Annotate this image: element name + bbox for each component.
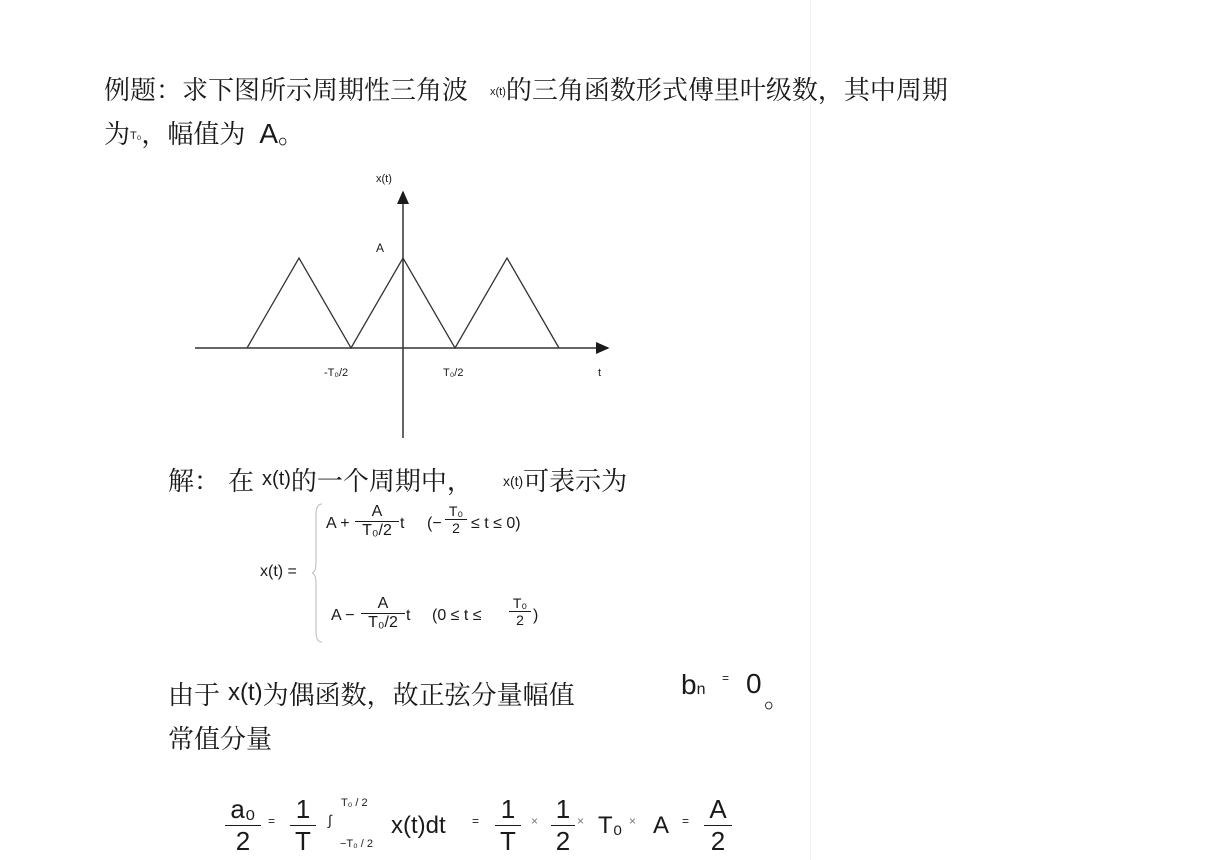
integrand: x(t)dt [391,812,446,839]
case2-A: A − [331,607,355,624]
piecewise-brace [310,500,326,646]
even-period: 。 [764,684,791,714]
solution-line [168,461,627,498]
int-upper: T₀ / 2 [341,797,368,809]
even-function-line [168,675,575,712]
case1-cond-a: (− [427,515,442,532]
solution-xt-small: x(t) [502,473,524,489]
case2-t: t [406,607,411,624]
bn-symbol [681,669,705,701]
t0-small: T₀ [130,130,142,142]
times-1: × [531,814,539,828]
times-3: × [629,814,637,828]
problem-period: 。 [278,120,305,150]
one-2: 1 [500,794,516,824]
problem-text-a: 例题：求下图所示周期性三角波 [104,76,469,106]
case2-cond-fraction [509,595,531,628]
times-2: × [577,814,585,828]
constant-label: 常值分量 [168,725,273,755]
A-over-two [704,794,732,857]
T0-symbol: T₀ [598,812,623,839]
problem-text-d: ，幅值为 [141,120,246,150]
case2-fraction [361,595,405,632]
case2-frac-den: T₀/2 [368,614,398,631]
case1-frac-num: A [371,503,383,520]
a0-eq2: = [472,814,480,828]
case2-cond-b: ) [533,607,539,624]
a0-eq1: = [268,814,276,828]
pos-half-period-label: T₀/2 [443,367,464,379]
piecewise-lhs: x(t) = [260,563,297,580]
case2-cond-num: T₀ [512,595,528,611]
problem-text-b: 的三角函数形式傅里叶级数，其中周期 [505,76,948,106]
T-1: T [295,826,311,856]
a0-num: a₀ [230,794,256,824]
one-over-two [551,794,575,857]
case2-cond-den: 2 [516,612,524,628]
solution-prefix: 解： [168,467,221,497]
y-axis-label: x(t) [376,173,392,185]
a0-eq3: = [682,814,690,828]
even-xt: x(t) [228,679,263,706]
amp-symbol: A [259,118,279,149]
triangle-wave-figure [190,170,620,445]
case2-frac-num: A [377,595,389,612]
case1-t: t [400,515,405,532]
case1-frac-den: T₀/2 [362,522,392,539]
a0-den: 2 [235,826,251,856]
xt-small: x(t) [490,86,506,98]
bn-equals: = [722,671,730,685]
case1-A: A + [326,515,350,532]
T-2: T [500,826,516,856]
one-over-T-1 [290,794,316,857]
case1-fraction [355,503,399,540]
column-edge [810,0,811,860]
t-axis-label: t [598,367,602,379]
solution-in: 在 [228,467,255,497]
neg-half-period-label: -T₀/2 [324,367,349,379]
even-text-b: 为偶函数，故正弦分量幅值 [262,681,575,711]
int-lower: −T₀ / 2 [340,838,373,850]
A-den: 2 [710,826,726,856]
one-1: 1 [295,794,311,824]
one-over-T-2 [495,794,521,857]
bn-zero: 0 [746,668,762,699]
problem-text-c: 为 [104,120,131,150]
case2-cond-a: (0 ≤ t ≤ [432,607,482,624]
solution-xt: x(t) [262,468,291,490]
bn-letter: b [681,669,697,700]
case1-cond-num: T₀ [448,503,464,519]
a0-fraction [225,794,261,857]
even-text-a: 由于 [168,681,221,711]
solution-can-text: 可表示为 [523,467,628,497]
solution-period-text: 的一个周期中， [290,467,473,497]
case1-cond-den: 2 [452,520,460,536]
A-num: A [709,794,727,824]
problem-line-1 [104,70,948,107]
case1-cond-b: ≤ t ≤ 0) [471,515,521,532]
one-3: 1 [555,794,571,824]
problem-line-2 [104,114,304,151]
amp-label: A [376,241,385,255]
int-sign: ∫ [328,812,332,828]
case1-cond-fraction [445,503,467,536]
A-symbol: A [653,812,670,839]
bn-subscript: n [696,681,706,698]
two: 2 [555,826,571,856]
